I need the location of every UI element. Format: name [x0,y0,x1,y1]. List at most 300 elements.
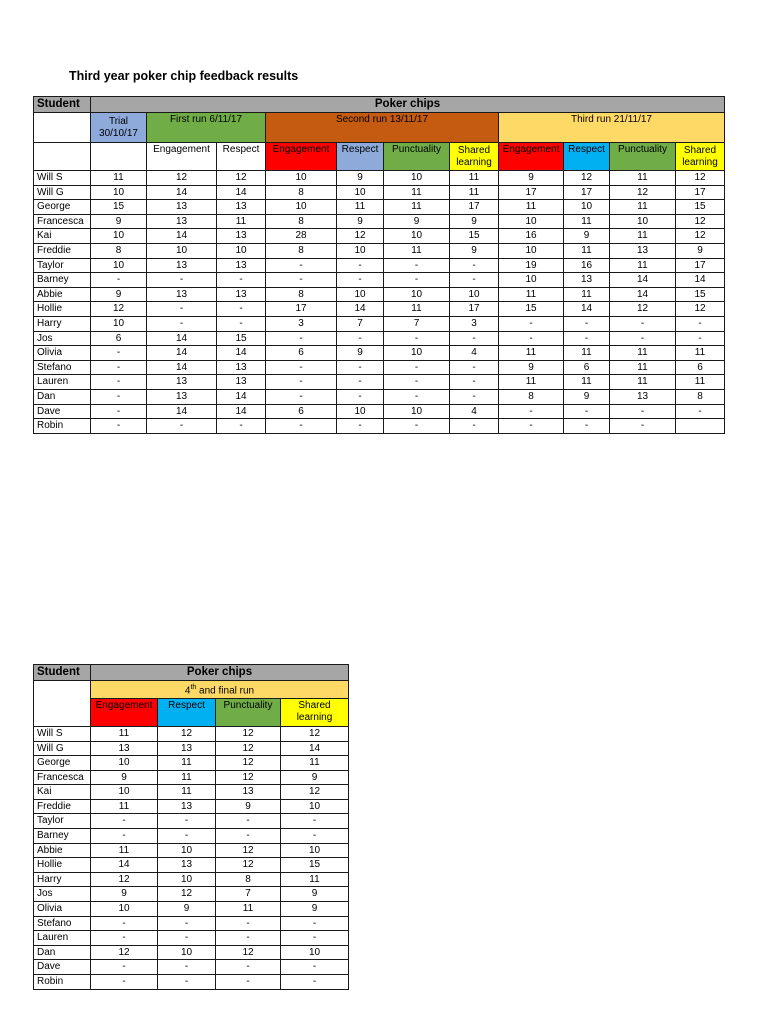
score-cell: - [384,258,450,273]
score-cell: 11 [158,785,216,800]
score-cell: 10 [337,287,384,302]
table-row [34,302,725,317]
student-name-cell: Kai [34,785,91,800]
score-cell: 10 [266,200,337,215]
score-cell: - [384,360,450,375]
student-name-cell: Stefano [34,360,91,375]
table-row [34,258,725,273]
score-cell: 9 [564,229,610,244]
score-cell: 10 [384,171,450,186]
score-cell: 15 [676,287,725,302]
score-cell: 10 [281,799,349,814]
score-cell: 11 [564,375,610,390]
score-cell: 13 [158,858,216,873]
student-name-cell: George [34,200,91,215]
student-name-cell: Will S [34,726,91,741]
student-name-cell: Dan [34,389,91,404]
score-cell: 9 [91,287,147,302]
score-cell: - [281,829,349,844]
score-cell: - [216,814,281,829]
score-cell: - [91,814,158,829]
score-cell: 6 [91,331,147,346]
score-cell: - [676,331,725,346]
score-cell: 13 [217,360,266,375]
score-cell: - [450,258,499,273]
score-cell: - [216,975,281,990]
table-row [34,243,725,258]
score-cell: 6 [266,346,337,361]
second-respect-header: Respect [337,143,384,171]
score-cell: - [217,419,266,434]
score-cell: 9 [216,799,281,814]
score-cell: - [91,916,158,931]
score-cell: - [281,814,349,829]
score-cell: - [450,273,499,288]
score-cell: 14 [91,858,158,873]
score-cell: - [450,375,499,390]
score-cell: - [337,331,384,346]
score-cell: 11 [610,375,676,390]
score-cell: 14 [564,302,610,317]
third-punctuality-header: Punctuality [610,143,676,171]
score-cell: - [158,975,216,990]
score-cell: 15 [450,229,499,244]
second-shared-line2: learning [456,156,492,168]
score-cell: 12 [216,756,281,771]
student-name-cell: Olivia [34,346,91,361]
poker-chips-header: Poker chips [91,665,349,681]
score-cell: 10 [450,287,499,302]
score-cell: - [91,960,158,975]
student-name-cell: Kai [34,229,91,244]
score-cell: - [499,331,564,346]
table-row [34,960,349,975]
engagement-header: Engagement [91,698,158,726]
score-cell: - [337,389,384,404]
student-header: Student [34,665,91,681]
respect-header: Respect [158,698,216,726]
table-row [34,200,725,215]
score-cell: - [564,419,610,434]
score-cell: - [564,404,610,419]
score-cell: 12 [676,229,725,244]
score-cell: 9 [281,887,349,902]
table-row [34,902,349,917]
score-cell: 12 [216,770,281,785]
trial-header [91,113,147,143]
student-name-cell: George [34,756,91,771]
score-cell: 14 [610,273,676,288]
student-name-cell: Jos [34,887,91,902]
score-cell: 10 [147,243,217,258]
score-cell: 12 [217,171,266,186]
score-cell: 17 [676,185,725,200]
score-cell: 8 [266,185,337,200]
score-cell: 13 [217,200,266,215]
score-cell: - [158,931,216,946]
table-row [34,214,725,229]
student-name-cell: Dan [34,945,91,960]
score-cell: 8 [676,389,725,404]
score-cell: 12 [158,887,216,902]
score-cell: 11 [384,200,450,215]
score-cell: 19 [499,258,564,273]
score-cell: 15 [281,858,349,873]
student-name-cell: Lauren [34,375,91,390]
score-cell: 4 [450,404,499,419]
score-cell: 12 [216,843,281,858]
table-row [34,419,725,434]
score-cell: - [158,814,216,829]
third-shared-learning-header [676,143,725,171]
third-run-header: Third run 21/11/17 [499,113,725,143]
table-row [34,726,349,741]
score-cell: 9 [281,770,349,785]
table-row [34,916,349,931]
table-row [34,975,349,990]
table-row [34,346,725,361]
score-cell: 12 [676,171,725,186]
score-cell: 13 [91,741,158,756]
score-cell: - [610,316,676,331]
score-cell: 12 [216,945,281,960]
score-cell: 10 [91,756,158,771]
score-cell: 9 [337,214,384,229]
second-run-header: Second run 13/11/17 [266,113,499,143]
page-title: Third year poker chip feedback results [69,69,299,83]
second-shared-line1: Shared [457,144,491,156]
score-cell: 10 [337,243,384,258]
score-cell: 11 [384,302,450,317]
student-name-cell: Harry [34,872,91,887]
student-name-cell: Will S [34,171,91,186]
score-cell: 11 [610,346,676,361]
score-cell: 11 [450,171,499,186]
score-cell: 11 [158,770,216,785]
score-cell: 10 [91,902,158,917]
score-cell: 13 [147,287,217,302]
score-cell: 15 [676,200,725,215]
score-cell: 14 [217,185,266,200]
score-cell: 9 [564,389,610,404]
table-row [34,316,725,331]
student-name-cell: Will G [34,741,91,756]
trial-subheader-blank [91,143,147,171]
score-cell: - [266,360,337,375]
score-cell: 10 [91,785,158,800]
score-cell: 10 [91,316,147,331]
score-cell: 13 [217,258,266,273]
score-cell: 12 [337,229,384,244]
trial-label: Trial [108,115,129,127]
student-name-cell: Hollie [34,302,91,317]
score-cell: 10 [281,843,349,858]
score-cell: 17 [676,258,725,273]
score-cell: 14 [610,287,676,302]
score-cell: - [91,404,147,419]
score-cell: - [384,331,450,346]
table-row [34,872,349,887]
score-cell: 12 [91,302,147,317]
score-cell: - [266,258,337,273]
second-engagement-header: Engagement [266,143,337,171]
score-cell: - [266,389,337,404]
score-cell: 14 [337,302,384,317]
score-cell: 10 [610,214,676,229]
table-row [34,945,349,960]
score-cell: - [676,316,725,331]
second-shared-learning-header [450,143,499,171]
score-cell: 14 [147,229,217,244]
score-cell: - [91,360,147,375]
student-header: Student [34,97,91,113]
score-cell: 11 [216,902,281,917]
score-cell: - [564,331,610,346]
student-name-cell: Barney [34,273,91,288]
table-row [34,360,725,375]
score-cell: 11 [610,200,676,215]
score-cell: - [450,419,499,434]
score-cell: - [266,273,337,288]
student-header-blank [34,681,91,727]
table-row [34,770,349,785]
score-cell: - [91,419,147,434]
student-name-cell: Freddie [34,799,91,814]
score-cell: 17 [450,302,499,317]
score-cell: 9 [281,902,349,917]
score-cell: - [281,916,349,931]
trial-date: 30/10/17 [99,127,138,139]
score-cell: 12 [147,171,217,186]
score-cell: 28 [266,229,337,244]
table-row [34,404,725,419]
score-cell: 6 [676,360,725,375]
table-row [34,785,349,800]
score-cell: 16 [499,229,564,244]
score-cell: 11 [610,229,676,244]
score-cell: 13 [147,214,217,229]
score-cell: 9 [337,171,384,186]
score-cell: 11 [384,243,450,258]
score-cell: 12 [158,726,216,741]
score-cell: 11 [564,243,610,258]
table-row [34,887,349,902]
score-cell: 9 [337,346,384,361]
score-cell: 14 [217,346,266,361]
poker-chips-header: Poker chips [91,97,725,113]
score-cell: - [384,273,450,288]
score-cell: 10 [384,287,450,302]
score-cell: 9 [91,887,158,902]
score-cell: 9 [450,214,499,229]
score-cell: 17 [450,200,499,215]
score-cell: - [610,404,676,419]
student-name-cell: Barney [34,829,91,844]
score-cell: 10 [337,404,384,419]
score-cell: - [281,975,349,990]
score-cell: - [337,419,384,434]
final-run-number: 4 [184,685,191,697]
score-cell: 10 [158,945,216,960]
student-name-cell: Harry [34,316,91,331]
score-cell: 13 [147,375,217,390]
score-cell: - [158,916,216,931]
score-cell: 11 [281,756,349,771]
second-punctuality-header: Punctuality [384,143,450,171]
shared-line2: learning [296,712,333,724]
score-cell: 13 [217,229,266,244]
student-name-cell: Taylor [34,814,91,829]
shared-learning-header [281,698,349,726]
student-name-cell: Hollie [34,858,91,873]
score-cell: - [216,916,281,931]
score-cell: 11 [337,200,384,215]
student-header-blank [34,113,91,143]
score-cell: 10 [91,258,147,273]
score-cell: - [91,389,147,404]
student-name-cell: Lauren [34,931,91,946]
score-cell: 10 [158,843,216,858]
score-cell: 12 [216,858,281,873]
score-cell: 11 [91,799,158,814]
score-cell: 13 [217,375,266,390]
score-cell: 11 [499,200,564,215]
score-cell: 11 [610,360,676,375]
score-cell: - [610,419,676,434]
score-cell: - [610,331,676,346]
table-1-body [34,171,725,434]
score-cell: 11 [384,185,450,200]
student-name-cell: Robin [34,419,91,434]
score-cell: 14 [676,273,725,288]
score-cell: 11 [499,287,564,302]
score-cell: 9 [91,770,158,785]
table-row [34,375,725,390]
score-cell: 13 [158,799,216,814]
score-cell: 10 [266,171,337,186]
score-cell: 12 [610,302,676,317]
table-row [34,799,349,814]
score-cell: 11 [676,375,725,390]
score-cell: 12 [91,945,158,960]
student-name-cell: Olivia [34,902,91,917]
score-cell: - [450,331,499,346]
score-cell: - [499,404,564,419]
score-cell: 13 [217,287,266,302]
first-engagement-header: Engagement [147,143,217,171]
score-cell: - [91,346,147,361]
student-name-cell: Stefano [34,916,91,931]
score-cell: - [216,931,281,946]
score-cell: 14 [281,741,349,756]
table-row [34,389,725,404]
score-cell: 9 [158,902,216,917]
score-cell: 10 [337,185,384,200]
table-row [34,185,725,200]
score-cell: 13 [610,243,676,258]
score-cell: 13 [147,258,217,273]
score-cell: 7 [216,887,281,902]
table-row [34,273,725,288]
table-row [34,829,349,844]
table-row [34,741,349,756]
score-cell: 12 [216,741,281,756]
score-cell: 13 [610,389,676,404]
score-cell: 13 [216,785,281,800]
score-cell: 3 [266,316,337,331]
score-cell: - [337,273,384,288]
table-row [34,331,725,346]
score-cell: - [91,829,158,844]
score-cell: 10 [217,243,266,258]
score-cell: 17 [564,185,610,200]
score-cell: 15 [91,200,147,215]
score-cell: 11 [450,185,499,200]
score-cell: 11 [499,375,564,390]
score-cell: 13 [147,200,217,215]
score-cell: 11 [564,346,610,361]
score-cell: 12 [216,726,281,741]
score-cell: 10 [564,200,610,215]
score-cell: - [564,316,610,331]
student-name-cell: Freddie [34,243,91,258]
score-cell: 11 [217,214,266,229]
score-cell: 3 [450,316,499,331]
score-cell: 14 [147,185,217,200]
score-cell: - [337,360,384,375]
score-cell: 12 [676,302,725,317]
student-name-cell: Abbie [34,843,91,858]
final-run-header [91,681,349,699]
score-cell: 11 [91,726,158,741]
student-name-cell: Jos [34,331,91,346]
score-cell: 13 [147,389,217,404]
subheader-blank [34,143,91,171]
score-cell: 13 [158,741,216,756]
score-cell: - [266,375,337,390]
score-cell: 8 [91,243,147,258]
score-cell: 4 [450,346,499,361]
score-cell: 9 [91,214,147,229]
score-cell: 6 [266,404,337,419]
score-cell: 11 [676,346,725,361]
score-cell: - [216,829,281,844]
score-cell: 10 [281,945,349,960]
score-cell: - [281,931,349,946]
score-cell: 12 [610,185,676,200]
score-cell: 8 [499,389,564,404]
poker-chip-table-runs-1-3 [33,96,725,434]
score-cell: 11 [499,346,564,361]
shared-line1: Shared [298,700,331,712]
final-run-label: and final run [196,685,255,697]
score-cell: 9 [384,214,450,229]
score-cell: 10 [384,346,450,361]
score-cell: 8 [266,214,337,229]
student-name-cell: Taylor [34,258,91,273]
score-cell: 7 [384,316,450,331]
score-cell: - [91,375,147,390]
score-cell: - [216,960,281,975]
score-cell: 14 [147,346,217,361]
score-cell: 14 [147,404,217,419]
third-respect-header: Respect [564,143,610,171]
score-cell: - [450,389,499,404]
score-cell: - [337,258,384,273]
score-cell: - [499,316,564,331]
first-respect-header: Respect [217,143,266,171]
score-cell: - [158,960,216,975]
